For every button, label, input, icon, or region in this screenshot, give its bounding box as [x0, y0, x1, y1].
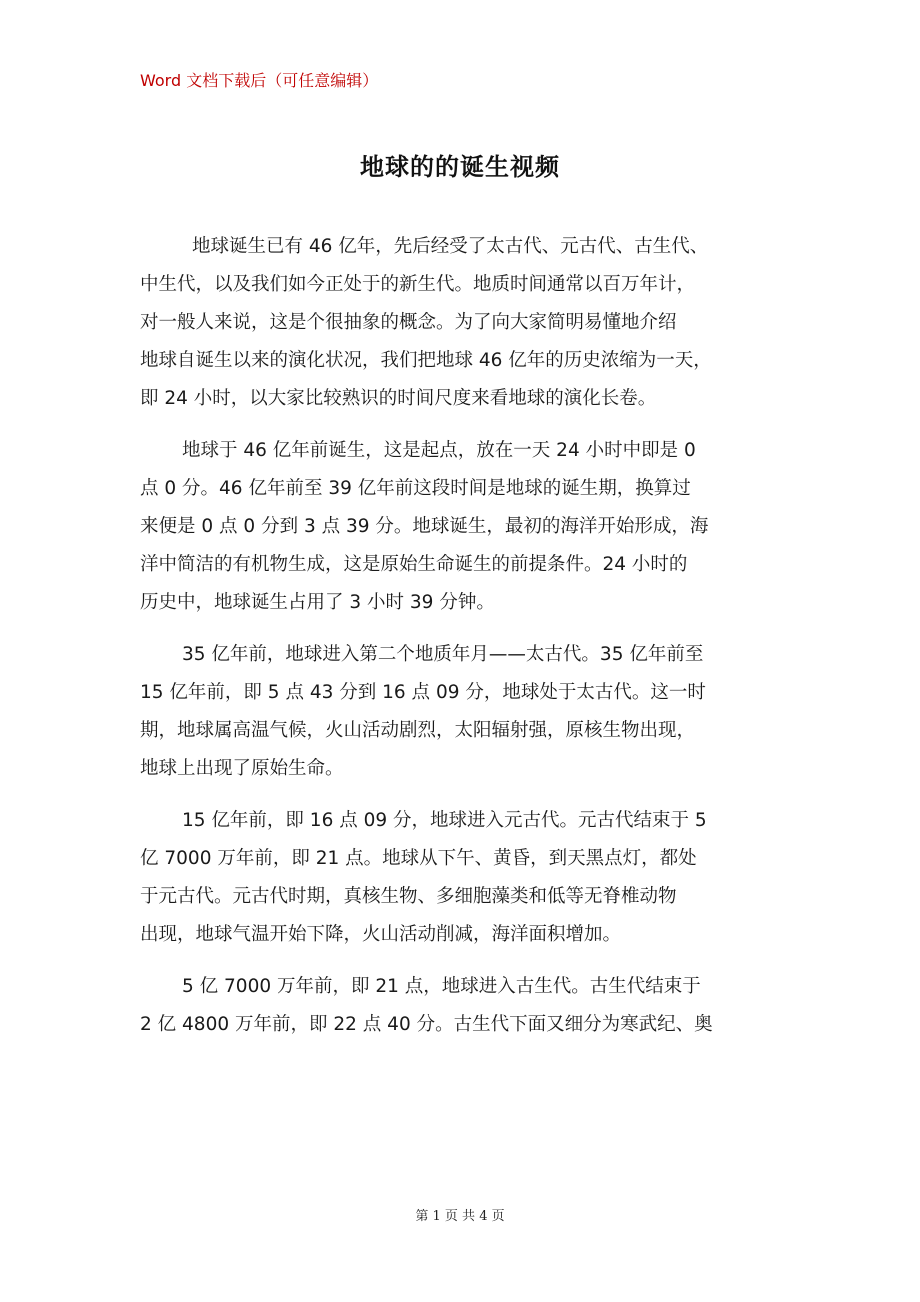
paragraph: [140, 968, 800, 1044]
text-line: 洋中简洁的有机物生成，这是原始生命诞生的前提条件。24 小时的: [140, 554, 688, 575]
text-line: 地球于 46 亿年前诞生，这是起点，放在一天 24 小时中即是 0: [182, 440, 696, 461]
text-line: 来便是 0 点 0 分到 3 点 39 分。地球诞生，最初的海洋开始形成，海: [140, 516, 709, 537]
text-line: 2 亿 4800 万年前，即 22 点 40 分。古生代下面又细分为寒武纪、奥: [140, 1014, 713, 1035]
text-line: 历史中，地球诞生占用了 3 小时 39 分钟。: [140, 592, 495, 613]
document-title: 地球的的诞生视频: [360, 152, 560, 181]
paragraph: [140, 228, 800, 418]
text-line: 期，地球属高温气候，火山活动剧烈，太阳辐射强，原核生物出现，: [140, 720, 696, 741]
document-body: [140, 228, 800, 1058]
text-line: 即 24 小时，以大家比较熟识的时间尺度来看地球的演化长卷。: [140, 388, 657, 409]
text-line: 15 亿年前，即 16 点 09 分，地球进入元古代。元古代结束于 5: [182, 810, 707, 831]
paragraph: [140, 636, 800, 788]
download-note: Word 文档下载后（可任意编辑）: [140, 71, 379, 90]
text-line: 亿 7000 万年前，即 21 点。地球从下午、黄昏，到天黑点灯，都处: [140, 848, 697, 869]
text-line: 5 亿 7000 万年前，即 21 点，地球进入古生代。古生代结束于: [182, 976, 701, 997]
text-line: 对一般人来说，这是个很抽象的概念。为了向大家简明易懂地介绍: [140, 312, 677, 333]
text-line: 15 亿年前，即 5 点 43 分到 16 点 09 分，地球处于太古代。这一时: [140, 682, 706, 703]
paragraph: [140, 432, 800, 622]
text-line: 35 亿年前，地球进入第二个地质年月——太古代。35 亿年前至: [182, 644, 704, 665]
text-line: 中生代，以及我们如今正处于的新生代。地质时间通常以百万年计，: [140, 274, 696, 295]
text-line: 地球上出现了原始生命。: [140, 758, 344, 779]
paragraph: [140, 802, 800, 954]
text-line: 地球自诞生以来的演化状况，我们把地球 46 亿年的历史浓缩为一天，: [140, 350, 712, 371]
text-line: 点 0 分。46 亿年前至 39 亿年前这段时间是地球的诞生期，换算过: [140, 478, 691, 499]
text-line: 地球诞生已有 46 亿年，先后经受了太古代、元古代、古生代、: [192, 236, 709, 257]
page-number: 第 1 页 共 4 页: [415, 1209, 505, 1224]
text-line: 出现，地球气温开始下降，火山活动削减，海洋面积增加。: [140, 924, 622, 945]
text-line: 于元古代。元古代时期，真核生物、多细胞藻类和低等无脊椎动物: [140, 886, 677, 907]
